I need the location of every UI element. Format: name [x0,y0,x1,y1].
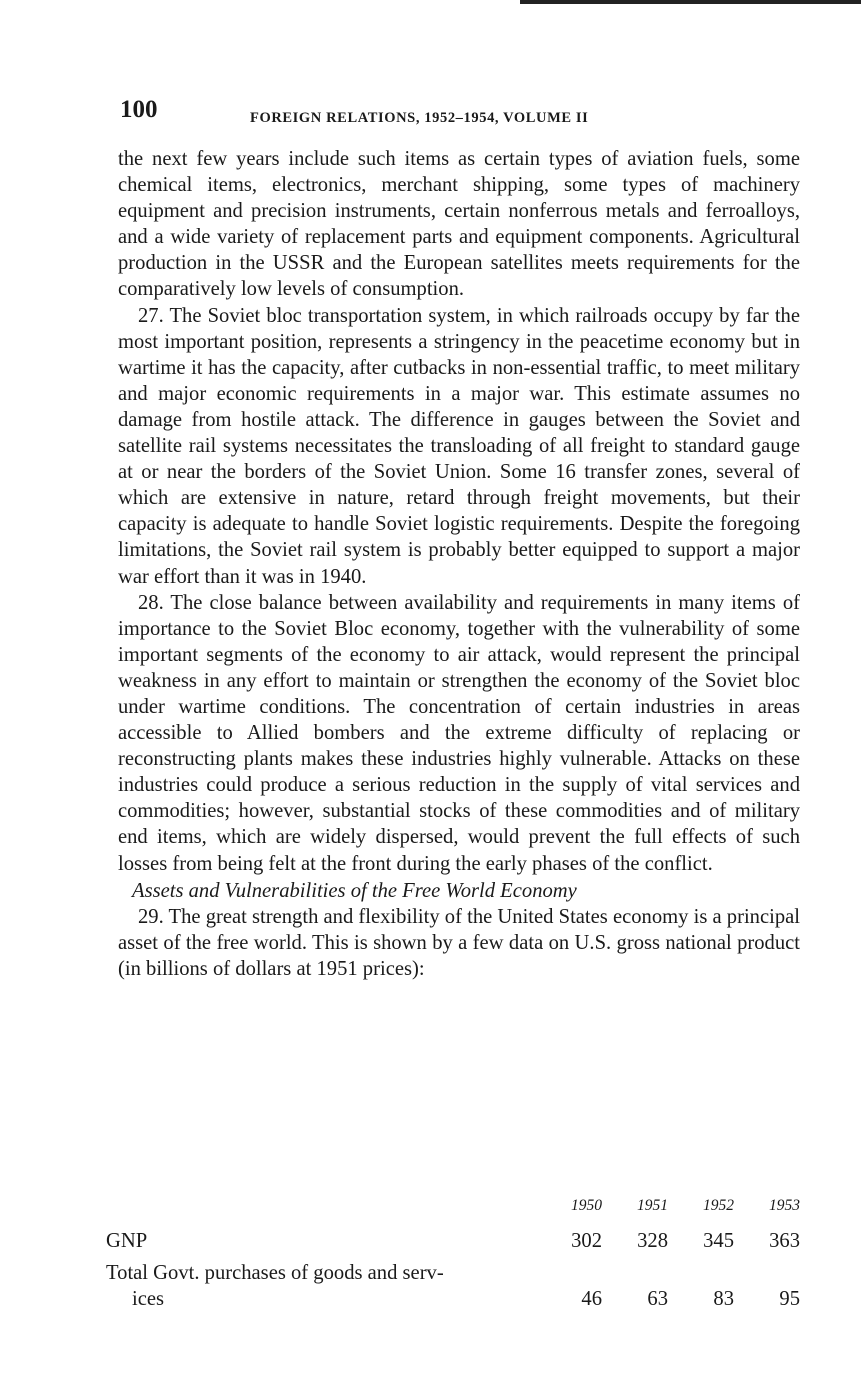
table-cell: 345 [703,1230,734,1252]
row-label-continued: ices [132,1288,165,1310]
table-cell: 46 [581,1288,602,1310]
page-header [120,96,800,130]
running-head: FOREIGN RELATIONS, 1952–1954, VOLUME II [250,110,589,126]
year-header: 1950 [571,1197,602,1214]
gnp-table [106,1196,800,1312]
paragraph-29: 29. The great strength and flexibility of the United States economy is a principal asset of the free world. This is shown by a few data on U.S. gross national product (in billions of dollars at 1951 prices): [118,905,800,980]
paragraph-27: 27. The Soviet bloc transportation system, in which railroads occupy by far the most important position, represents a stringency in the peacetime economy but in wartime it has the capacity, after cutbacks in non-essential traffic, to meet military and major economic requirements in a major war. This estimate assumes no damage from hostile attack. The difference in gauges between the Soviet and satellite rail systems necessitates the transloading of all freight to standard gauge at or near the borders of the Soviet Union. Some 16 transfer zones, several of which are extensive in nature, retard through freight movements, but their capacity is adequate to handle Soviet logistic requirements. Despite the foregoing limitations, the Soviet rail system is probably better equipped to support a major war effort than it was in 1940. [118,304,800,588]
table-cell: 328 [637,1230,668,1252]
table-row [106,1254,800,1312]
paragraph-continued: the next few years include such items as certain types of aviation fuels, some chemical items, electronics, merchant shipping, some types of machinery equipment and precision instruments, certain nonferrous metals and ferroalloys, and a wide variety of replacement parts and equipment components. Agricultural production in the USSR and the European satellites meets requirements for the comparatively low levels of consumption. [118,148,800,301]
table-cell: 363 [769,1230,800,1252]
table-cell: 83 [713,1288,734,1310]
table-header-blank [106,1196,536,1228]
row-label-text: Total Govt. purchases of goods and serv- [106,1262,444,1284]
table-row [106,1228,800,1254]
page-number: 100 [120,96,158,123]
year-header: 1951 [637,1197,668,1214]
top-edge-rule [520,0,861,4]
table-cell: 302 [571,1230,602,1252]
table-cell: 63 [647,1288,668,1310]
section-heading: Assets and Vulnerabilities of the Free World Economy [132,879,577,902]
year-header: 1952 [703,1197,734,1214]
row-label-text: GNP [106,1230,148,1252]
table-header-row [106,1196,800,1228]
document-body [118,146,800,982]
row-label [106,1228,536,1254]
row-label [106,1254,536,1312]
table-cell: 95 [779,1288,800,1310]
paragraph-28: 28. The close balance between availability and requirements in many items of importance to the Soviet Bloc economy, together with the vulnerability of some important segments of the economy to air attack, would represent the principal weakness in any effort to maintain or strengthen the economy of the Soviet bloc under wartime conditions. The concentration of certain industries in areas accessible to Allied bombers and the extreme difficulty of replacing or reconstructing plants makes these industries highly vulnerable. Attacks on these industries could produce a serious reduction in the supply of vital services and commodities; however, substantial stocks of these commodities and of military end items, which are widely dispersed, would prevent the full effects of such losses from being felt at the front during the early phases of the conflict. [118,591,800,875]
year-header: 1953 [769,1197,800,1214]
